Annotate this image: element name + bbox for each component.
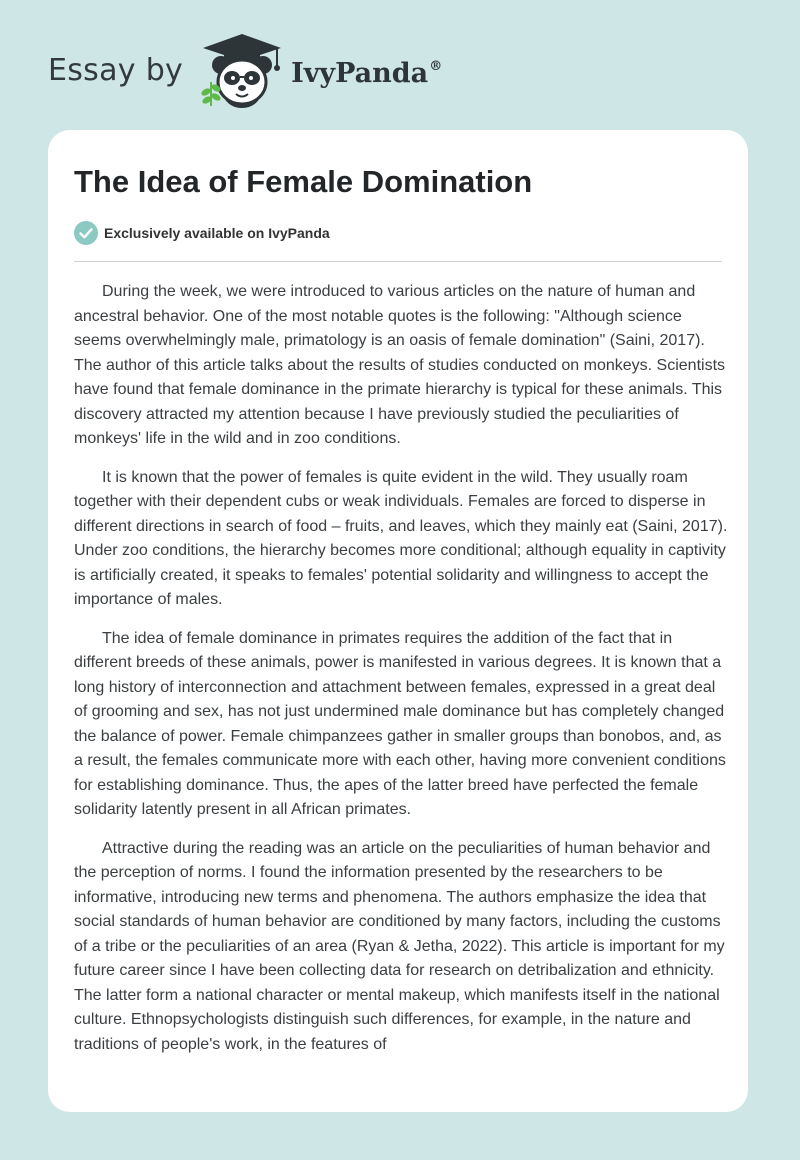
paragraph: During the week, we were introduced to various articles on the nature of human and ancestral behavior. One of the most notable quotes is the following: "Although science seems overwhelmingly male, primatology is an oasis of female domination" (Saini, 2017). The author of this article talks about the results of studies conducted on monkeys. Scientists have found that female dominance in the primate hierarchy is typical for these animals. This discovery attracted my attention because I have previously studied the peculiarities of monkeys' life in the wild and in zoo conditions. — [74, 283, 726, 447]
essay-title: The Idea of Female Domination — [74, 164, 533, 199]
essay-card — [48, 130, 748, 1112]
brand-name[interactable] — [291, 58, 442, 89]
registered-mark: ® — [429, 58, 443, 74]
title-divider — [74, 261, 722, 262]
exclusive-badge — [74, 221, 330, 245]
exclusive-badge-text: Exclusively available on IvyPanda — [104, 225, 330, 241]
paragraph: The idea of female dominance in primates requires the addition of the fact that in different breeds of these animals, power is manifested in various degrees. It is known that a long history of interconnection and attachment between females, expressed in a great deal of grooming and sex, has not just undermined male dominance but has completely changed the balance of power. Female chimpanzees gather in smaller groups than bonobos, and, as a result, the females communicate more with each other, having more convenient conditions for establishing dominance. Thus, the apes of the latter breed have perfected the female solidarity latently present in all African primates. — [74, 629, 726, 818]
paragraph: Attractive during the reading was an article on the peculiarities of human behavior and the perception of norms. I found the information presented by the researchers to be informative, introducing new terms and phenomena. The authors emphasize the idea that social standards of human behavior are conditioned by many factors, including the customs of a tribe or the peculiarities of an area (Ryan & Jetha, 2022). This article is important for my future career since I have been collecting data for research on detribalization and ethnicity. The latter form a national character or mental makeup, which manifests itself in the national culture. Ethnopsychologists distinguish such differences, for example, in the nature and traditions of people's work, in the features of — [74, 839, 725, 1053]
paragraph: It is known that the power of females is quite evident in the wild. They usually roam together with their dependent cubs or weak individuals. Females are forced to disperse in different directions in search of food – fruits, and leaves, which they mainly eat (Saini, 2017). Under zoo conditions, the hierarchy becomes more conditional; although equality in captivity is artificially created, it speaks to females' potential solidarity and willingness to accept the importance of males. — [74, 468, 728, 608]
brand-name-text: IvyPanda — [291, 57, 429, 89]
essay-body — [74, 280, 728, 1071]
panda-graduate-logo-icon[interactable] — [197, 30, 287, 110]
site-header — [48, 30, 442, 110]
check-circle-icon — [74, 221, 98, 245]
essay-by-label: Essay by — [48, 52, 184, 88]
